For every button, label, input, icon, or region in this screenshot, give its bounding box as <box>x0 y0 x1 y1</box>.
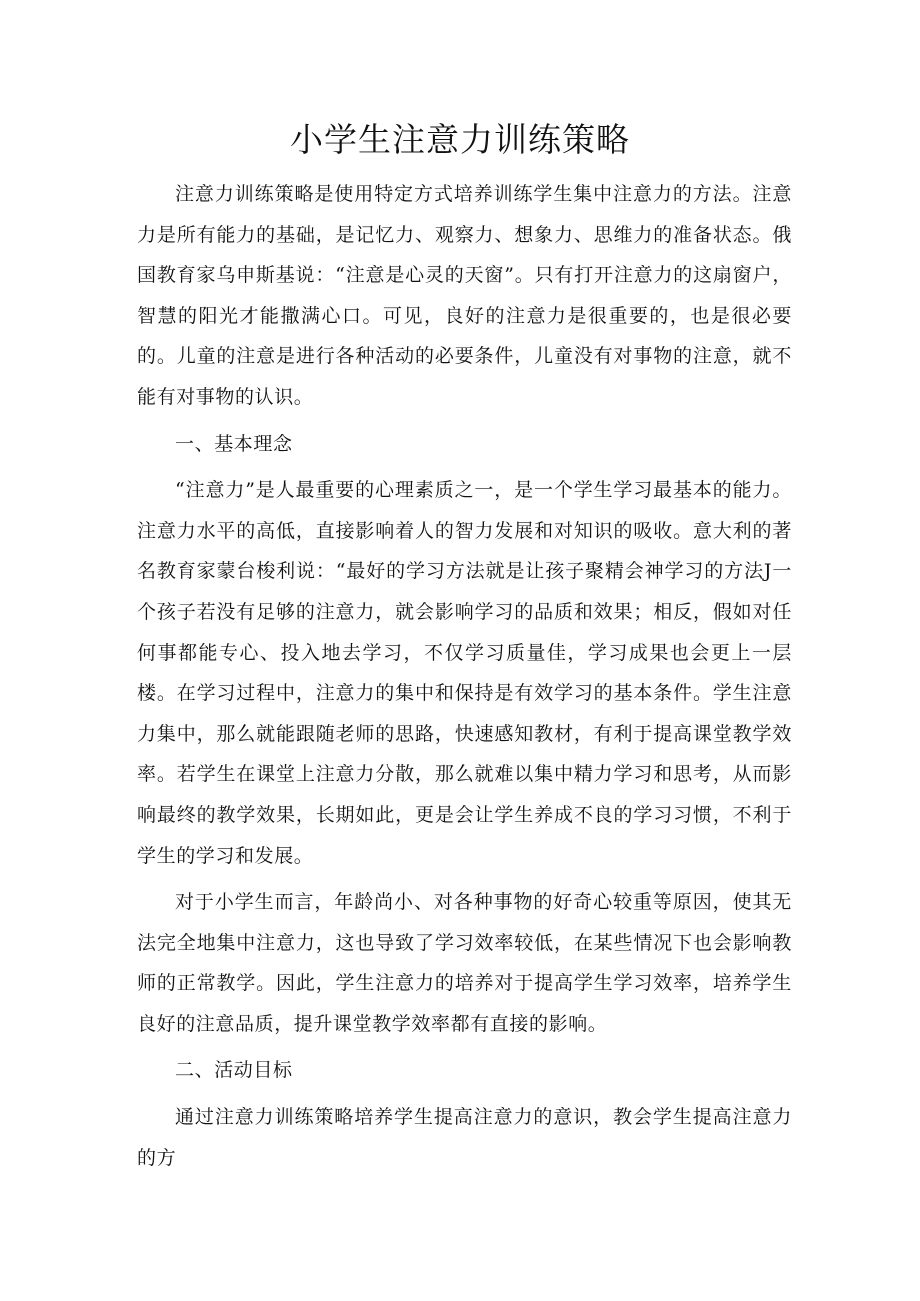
section-heading-activity-goals: 二、活动目标 <box>175 1059 293 1082</box>
activity-goals-paragraph: 通过注意力训练策略培养学生提高注意力的意识，教会学生提高注意力的方 <box>137 1106 792 1169</box>
basic-concept-paragraph-2: 对于小学生而言，年龄尚小、对各种事物的好奇心较重等原因，使其无法完全地集中注意力，这也导致了学习效率较低，在某些情况下也会影响教师的正常教学。因此，学生注意力的培养对于提高学生学习效率，培养学生良好的注意品质，提升课堂教学效率都有直接的影响。 <box>137 891 792 1035</box>
document-title: 小学生注意力训练策略 <box>290 120 630 159</box>
document-body <box>137 174 792 1186</box>
section-heading-basic-concept: 一、基本理念 <box>175 432 293 455</box>
intro-paragraph: 注意力训练策略是使用特定方式培养训练学生集中注意力的方法。注意力是所有能力的基础，是记忆力、观察力、想象力、思维力的准备状态。俄国教育家乌申斯基说：“注意是心灵的天窗”。只有打开注意力的这扇窗户，智慧的阳光才能撒满心口。可见，良好的注意力是很重要的，也是很必要的。儿童的注意是进行各种活动的必要条件，儿童没有对事物的注意，就不能有对事物的认识。 <box>137 183 792 408</box>
basic-concept-paragraph-1: “注意力”是人最重要的心理素质之一，是一个学生学习最基本的能力。注意力水平的高低，直接影响着人的智力发展和对知识的吸收。意大利的著名教育家蒙台梭利说：“最好的学习方法就是让孩子聚精会神学习的方法J一个孩子若没有足够的注意力，就会影响学习的品质和效果；相反，假如对任何事都能专心、投入地去学习，不仅学习质量佳，学习成果也会更上一层楼。在学习过程中，注意力的集中和保持是有效学习的基本条件。学生注意力集中，那么就能跟随老师的思路，快速感知教材，有利于提高课堂教学效率。若学生在课堂上注意力分散，那么就难以集中精力学习和思考，从而影响最终的教学效果，长期如此，更是会让学生养成不良的学习习惯，不利于学生的学习和发展。 <box>137 479 792 867</box>
